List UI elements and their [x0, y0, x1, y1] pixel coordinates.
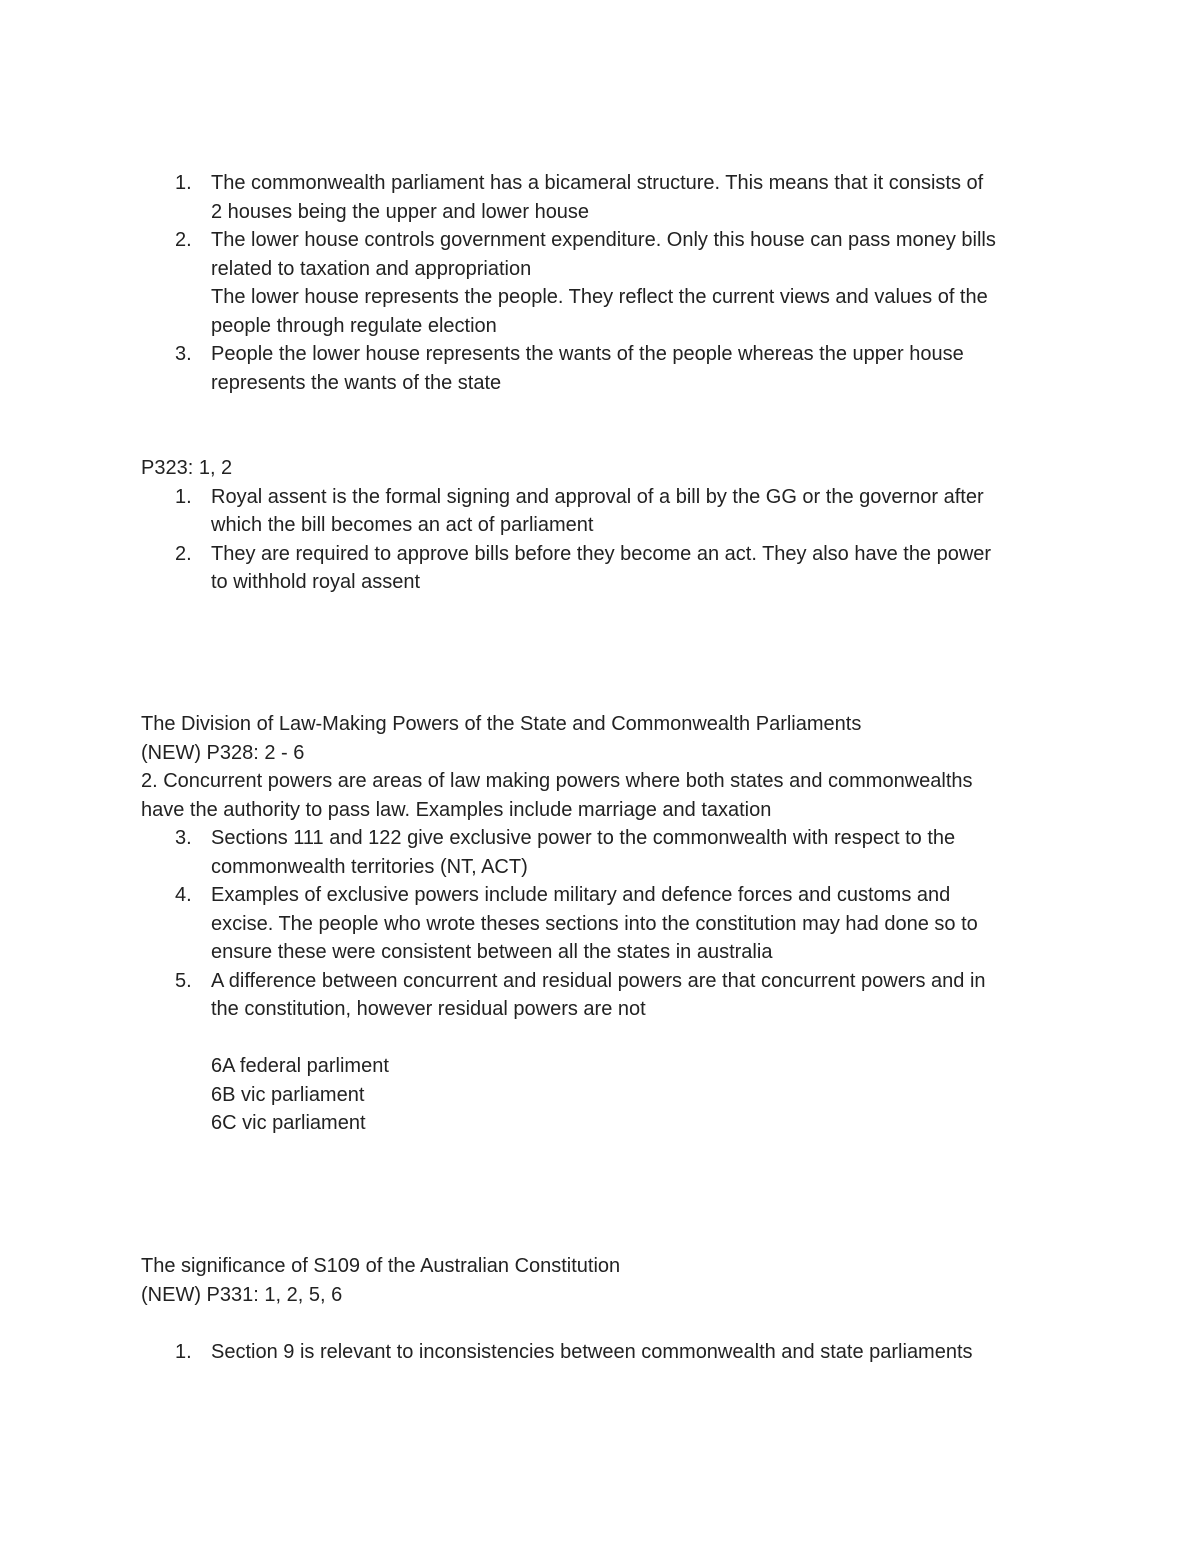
section-royal-assent: [141, 454, 1071, 597]
section-subtitle: (NEW) P331: 1, 2, 5, 6: [141, 1283, 343, 1306]
list-text-line: related to taxation and appropriation: [211, 257, 532, 280]
list-text-line: Sections 111 and 122 give exclusive power to the commonwealth with respect to the: [211, 827, 956, 849]
list-text-line: the constitution, however residual powers are not: [211, 998, 646, 1020]
list-text-line: People the lower house represents the wants of the people whereas the upper house: [211, 343, 964, 365]
list-item: [141, 881, 1071, 967]
section-bicameral: [141, 169, 1071, 397]
paragraph-line: have the authority to pass law. Examples include marriage and taxation: [141, 798, 772, 821]
list-number: 5.: [175, 969, 192, 992]
section-heading: P323: 1, 2: [141, 457, 233, 479]
list-text-line: A difference between concurrent and residual powers are that concurrent powers and in: [211, 969, 986, 992]
blank-line: [141, 1309, 1071, 1338]
list-number: 3.: [175, 827, 192, 849]
list-text-line: The lower house controls government expenditure. Only this house can pass money bills: [211, 229, 996, 251]
list-item: [141, 1338, 1071, 1367]
list-number: 3.: [175, 343, 192, 365]
list-text-line: which the bill becomes an act of parliament: [211, 514, 594, 536]
list-item: [141, 540, 1071, 597]
list-item: [141, 967, 1071, 1024]
list-item: [141, 169, 1071, 226]
list-text-line: Examples of exclusive powers include military and defence forces and customs and: [211, 884, 951, 906]
list-text-line: ensure these were consistent between all the states in australia: [211, 941, 773, 963]
answer-line: 6C vic parliament: [211, 1112, 366, 1134]
list-item: [141, 824, 1071, 881]
list-text-line: represents the wants of the state: [211, 371, 502, 394]
paragraph-line: 2. Concurrent powers are areas of law making powers where both states and commonwealths: [141, 770, 973, 792]
blank-line: [141, 1024, 1071, 1053]
list-item: [141, 340, 1071, 397]
list-text-line: Royal assent is the formal signing and approval of a bill by the GG or the governor after: [211, 485, 984, 508]
list-item: [141, 226, 1071, 340]
answer-line: 6A federal parliment: [211, 1055, 389, 1077]
list-item: [141, 483, 1071, 540]
list-text-line: to withhold royal assent: [211, 571, 421, 593]
answer-line: 6B vic parliament: [211, 1083, 365, 1106]
list-number: 2.: [175, 542, 192, 565]
section-subtitle: (NEW) P328: 2 - 6: [141, 741, 305, 764]
list-text-line: The lower house represents the people. They reflect the current views and values of the: [211, 286, 988, 308]
list-text-line: excise. The people who wrote theses sections into the constitution may had done so to: [211, 912, 978, 935]
list-text-line: The commonwealth parliament has a bicameral structure. This means that it consists of: [211, 172, 984, 194]
section-title: The significance of S109 of the Australian Constitution: [141, 1255, 621, 1277]
section-division-of-powers: [141, 710, 1071, 1138]
list-text-line: commonwealth territories (NT, ACT): [211, 855, 528, 878]
list-number: 2.: [175, 229, 192, 251]
list-text-line: They are required to approve bills before they become an act. They also have the power: [211, 542, 992, 565]
list-number: 1.: [175, 485, 192, 508]
list-number: 1.: [175, 1340, 192, 1363]
list-text-line: people through regulate election: [211, 314, 497, 337]
section-title: The Division of Law-Making Powers of the State and Commonwealth Parliaments: [141, 713, 862, 735]
list-text-line: Section 9 is relevant to inconsistencies between commonwealth and state parliaments: [211, 1340, 973, 1363]
list-text-line: 2 houses being the upper and lower house: [211, 200, 590, 223]
list-number: 1.: [175, 172, 192, 194]
list-number: 4.: [175, 884, 192, 906]
section-s109: [141, 1252, 1071, 1366]
